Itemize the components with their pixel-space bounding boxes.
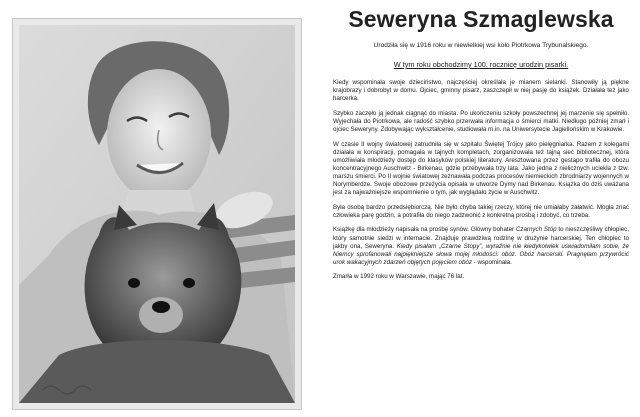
article-title: Seweryna Szmaglewska (348, 6, 614, 32)
paragraph-childhood: Kiedy wspominała swoje dzieciństwo, najczęściej określała je mianem sielanki. Stanowiły ją piękne krajobrazy i dobrobyt w domu. Ojciec, gminny pisarz, zaszczepił w niej pasję do książek. Działała też jako harcerka. (333, 79, 629, 103)
photo-frame (12, 18, 302, 410)
article (333, 4, 629, 288)
paragraph-death: Zmarła w 1992 roku w Warszawie, mając 76 lat. (333, 273, 465, 281)
article-intro: Urodziła się w 1916 roku w niewielkiej wsi koło Piotrkowa Trybunalskiego. (373, 42, 589, 49)
paragraph-books: Książkę dla młodzieży napisała na prośbę synów. Główny bohater Czarnych Stóp to nieszczęśliwy chłopiec, który samotnie siedzi w internacie. Znajduje prawdziwą rodzinę w drużynie harcerskiej. Ten chłopiec to jakby ona, Seweryna. Kiedy pisałam „Czarne Stopy”, wyraźnie nie kiedykolwiek uświadomiłam sobie, że Niemcy sprofanowali najpiękniejsze słowa mojej młodości: obóz. Obóz harcerski. Pragnęłam przywrócić urok wakacyjnych zdarzeń objętych pojęciem obóz - wspominała. (333, 226, 629, 266)
portrait-photo (19, 25, 295, 403)
portrait-woman-with-dog-photo (19, 25, 295, 403)
anniversary-note: W tym roku obchodzimy 100. rocznicę urodzin pisarki. (393, 60, 569, 69)
paragraph-personality: Była osobą bardzo przedsiębiorczą. Nie było chyba takiej rzeczy, której nie umiałaby załatwić. Mogła znać człowieka parę godzin, a potrafiła do niego zadzwonić z konkretną prośbą i zdobyć, co trzeba. (333, 203, 629, 219)
paragraph-education: Szybko zaczęło ją jednak ciągnąć do miasta. Po ukończeniu szkoły powszechnej jej marzenie się spełniło. Wyjechała do Piotrkowa, ale radość szybko przerwała informacja o śmierci matki. Niedługo później zmarł i ojciec Seweryny. Zdobywając wykształcenie, studiowała m.in. na Uniwersytecie Jagiellońskim w Krakowie. (333, 109, 629, 133)
paragraph-war: W czasie II wojny światowej zatrudniła się w szpitalu Świętej Trójcy jako pielęgniarka. Razem z kolegami działała w konspiracji, pomagała w tajnych kompletach, zorganizowała też tajną sieć bibliotecznej, która umożliwiała młodzieży dostęp do klasyków polskiej literatury. Aresztowana przez gestapo trafiła do obozu koncentracyjnego Auschwitz - Birkenau, gdzie przebywała trzy lata. Jako jedna z nielicznych uciekła z tzw. marszu śmierci. Po II wojnie światowej zeznawała podczas procesów niemieckich zbrodniarzy wojennych w Norymberdze. Swoje obozowe przeżycia opisała w utworze Dymy nad Birkenau. Książka do dziś uważana jest za najważniejsze wspomnienie o tym, jak wyglądało życie w Auschwitz. (333, 140, 629, 197)
